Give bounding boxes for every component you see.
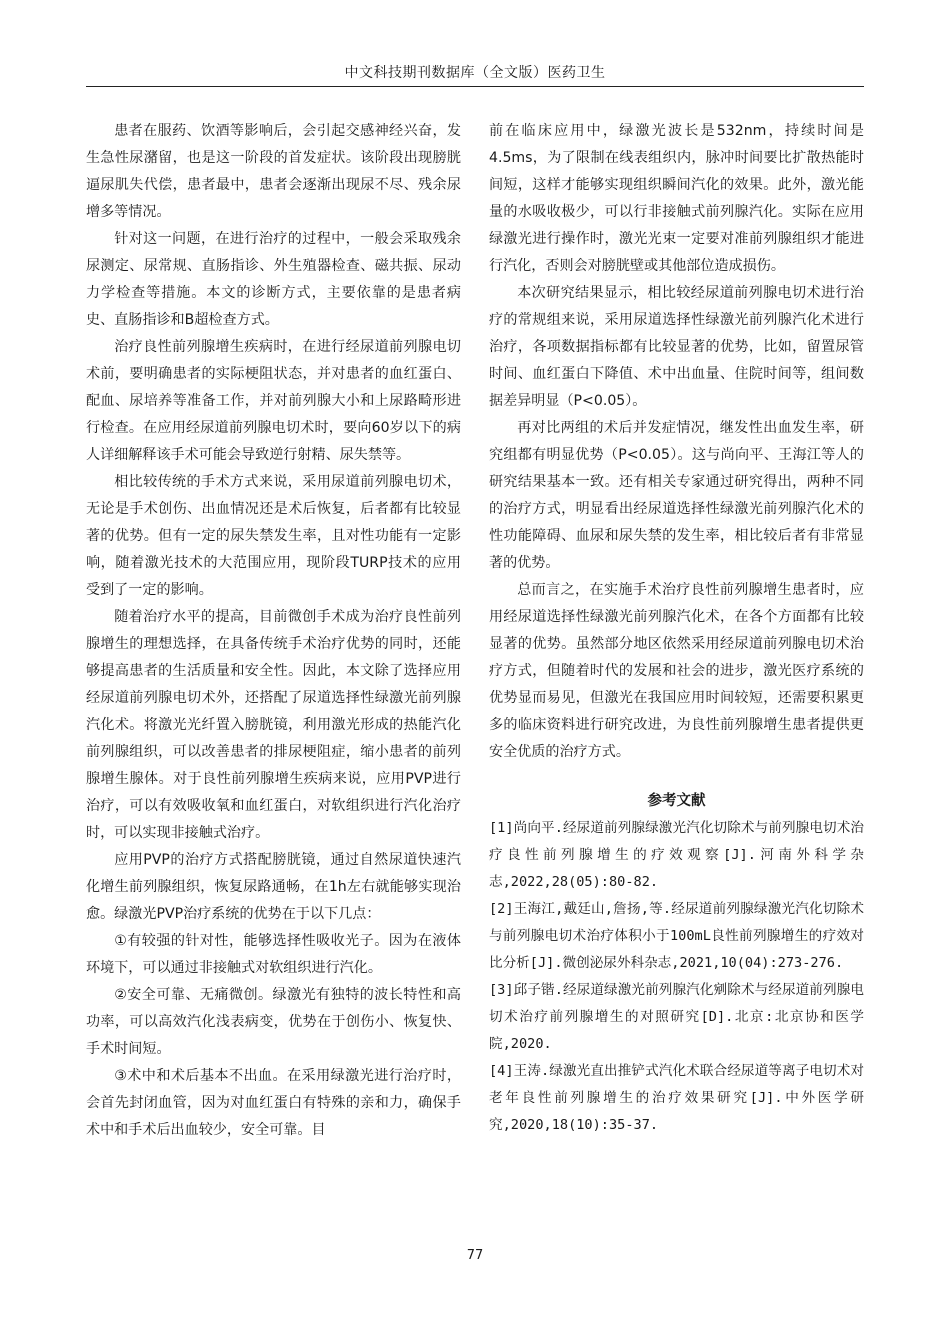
references-list	[489, 815, 864, 1139]
body-paragraph: 相比较传统的手术方式来说，采用尿道前列腺电切术，无论是手术创伤、出血情况还是术后恢复，后者都有比较显著的优势。但有一定的尿失禁发生率，且对性功能有一定影响，随着激光技术的大范围应用，现阶段TURP技术的应用受到了一定的影响。	[86, 474, 461, 598]
reference-item: [3]邱子锴.经尿道绿激光前列腺汽化剜除术与经尿道前列腺电切术治疗前列腺增生的对照研究[D].北京:北京协和医学院,2020.	[489, 982, 864, 1052]
body-paragraph: 针对这一问题，在进行治疗的过程中，一般会采取残余尿测定、尿常规、直肠指诊、外生殖器检查、磁共振、尿动力学检查等措施。本文的诊断方式，主要依靠的是患者病史、直肠指诊和B超检查方式。	[86, 231, 461, 328]
list-item-paragraph: ②安全可靠、无痛微创。绿激光有独特的波长特性和高功率，可以高效汽化浅表病变，优势在于创伤小、恢复快、手术时间短。	[86, 987, 461, 1057]
body-paragraph: 本次研究结果显示，相比较经尿道前列腺电切术进行治疗的常规组来说，采用尿道选择性绿激光前列腺汽化术进行治疗，各项数据指标都有比较显著的优势，比如，留置尿管时间、血红蛋白下降值、术中出血量、住院时间等，组间数据差异明显（P<0.05）。	[489, 285, 864, 409]
body-paragraph: 前在临床应用中，绿激光波长是532nm，持续时间是4.5ms，为了限制在线表组织内，脉冲时间要比扩散热能时间短，这样才能够实现组织瞬间汽化的效果。此外，激光能量的水吸收极少，可以行非接触式前列腺汽化。实际在应用绿激光进行操作时，激光光束一定要对准前列腺组织才能进行汽化，否则会对膀胱壁或其他部位造成损伤。	[489, 123, 864, 274]
body-paragraph: 患者在服药、饮酒等影响后，会引起交感神经兴奋，发生急性尿潴留，也是这一阶段的首发症状。该阶段出现膀胱逼尿肌失代偿，患者最中，患者会逐渐出现尿不尽、残余尿增多等情况。	[86, 123, 461, 220]
body-paragraph: 应用PVP的治疗方式搭配膀胱镜，通过自然尿道快速汽化增生前列腺组织，恢复尿路通畅，在1h左右就能够实现治愈。绿激光PVP治疗系统的优势在于以下几点：	[86, 852, 461, 922]
list-item-paragraph: ①有较强的针对性，能够选择性吸收光子。因为在液体环境下，可以通过非接触式对软组织进行汽化。	[86, 933, 461, 976]
header-rule	[86, 86, 864, 87]
body-paragraph: 随着治疗水平的提高，目前微创手术成为治疗良性前列腺增生的理想选择，在具备传统手术治疗优势的同时，还能够提高患者的生活质量和安全性。因此，本文除了选择应用经尿道前列腺电切术外，还搭配了尿道选择性绿激光前列腺汽化术。将激光光纤置入膀胱镜，利用激光形成的热能汽化前列腺组织，可以改善患者的排尿梗阻症，缩小患者的前列腺增生腺体。对于良性前列腺增生疾病来说，应用PVP进行治疗，可以有效吸收氧和血红蛋白，对软组织进行汽化治疗时，可以实现非接触式治疗。	[86, 609, 461, 841]
page-number: 77	[466, 1248, 484, 1263]
body-paragraph: 治疗良性前列腺增生疾病时，在进行经尿道前列腺电切术前，要明确患者的实际梗阻状态，并对患者的血红蛋白、配血、尿培养等准备工作，并对前列腺大小和上尿路畸形进行检查。在应用经尿道前列腺电切术时，要向60岁以下的病人详细解释该手术可能会导致逆行射精、尿失禁等。	[86, 339, 461, 463]
list-item-paragraph: ③术中和术后基本不出血。在采用绿激光进行治疗时，会首先封闭血管，因为对血红蛋白有特殊的亲和力，确保手术中和手术后出血较少，安全可靠。目	[86, 1068, 461, 1138]
reference-item: [1]尚向平.经尿道前列腺绿激光汽化切除术与前列腺电切术治疗良性前列腺增生的疗效观察[J].河南外科学杂志,2022,28(05):80-82.	[489, 820, 864, 890]
right-column	[489, 118, 864, 1139]
reference-item: [2]王海江,戴廷山,詹扬,等.经尿道前列腺绿激光汽化切除术与前列腺电切术治疗体积小于100mL良性前列腺增生的疗效对比分析[J].微创泌尿外科杂志,2021,10(04):273-276.	[489, 901, 864, 971]
reference-item: [4]王涛.绿激光直出推铲式汽化术联合经尿道等离子电切术对老年良性前列腺增生的治疗效果研究[J].中外医学研究,2020,18(10):35-37.	[489, 1063, 864, 1133]
left-column	[86, 118, 461, 1144]
references-heading: 参考文献	[647, 793, 706, 809]
journal-header: 中文科技期刊数据库（全文版）医药卫生	[344, 65, 606, 81]
body-paragraph: 总而言之，在实施手术治疗良性前列腺增生患者时，应用经尿道选择性绿激光前列腺汽化术，在各个方面都有比较显著的优势。虽然部分地区依然采用经尿道前列腺电切术治疗方式，但随着时代的发展和社会的进步，激光医疗系统的优势显而易见，但激光在我国应用时间较短，还需要积累更多的临床资料进行研究改进，为良性前列腺增生患者提供更安全优质的治疗方式。	[489, 582, 864, 760]
body-paragraph: 再对比两组的术后并发症情况，继发性出血发生率，研究组都有明显优势（P<0.05）。这与尚向平、王海江等人的研究结果基本一致。还有相关专家通过研究得出，两种不同的治疗方式，明显看出经尿道选择性绿激光前列腺汽化术的性功能障碍、血尿和尿失禁的发生率，相比较后者有非常显著的优势。	[489, 420, 864, 571]
